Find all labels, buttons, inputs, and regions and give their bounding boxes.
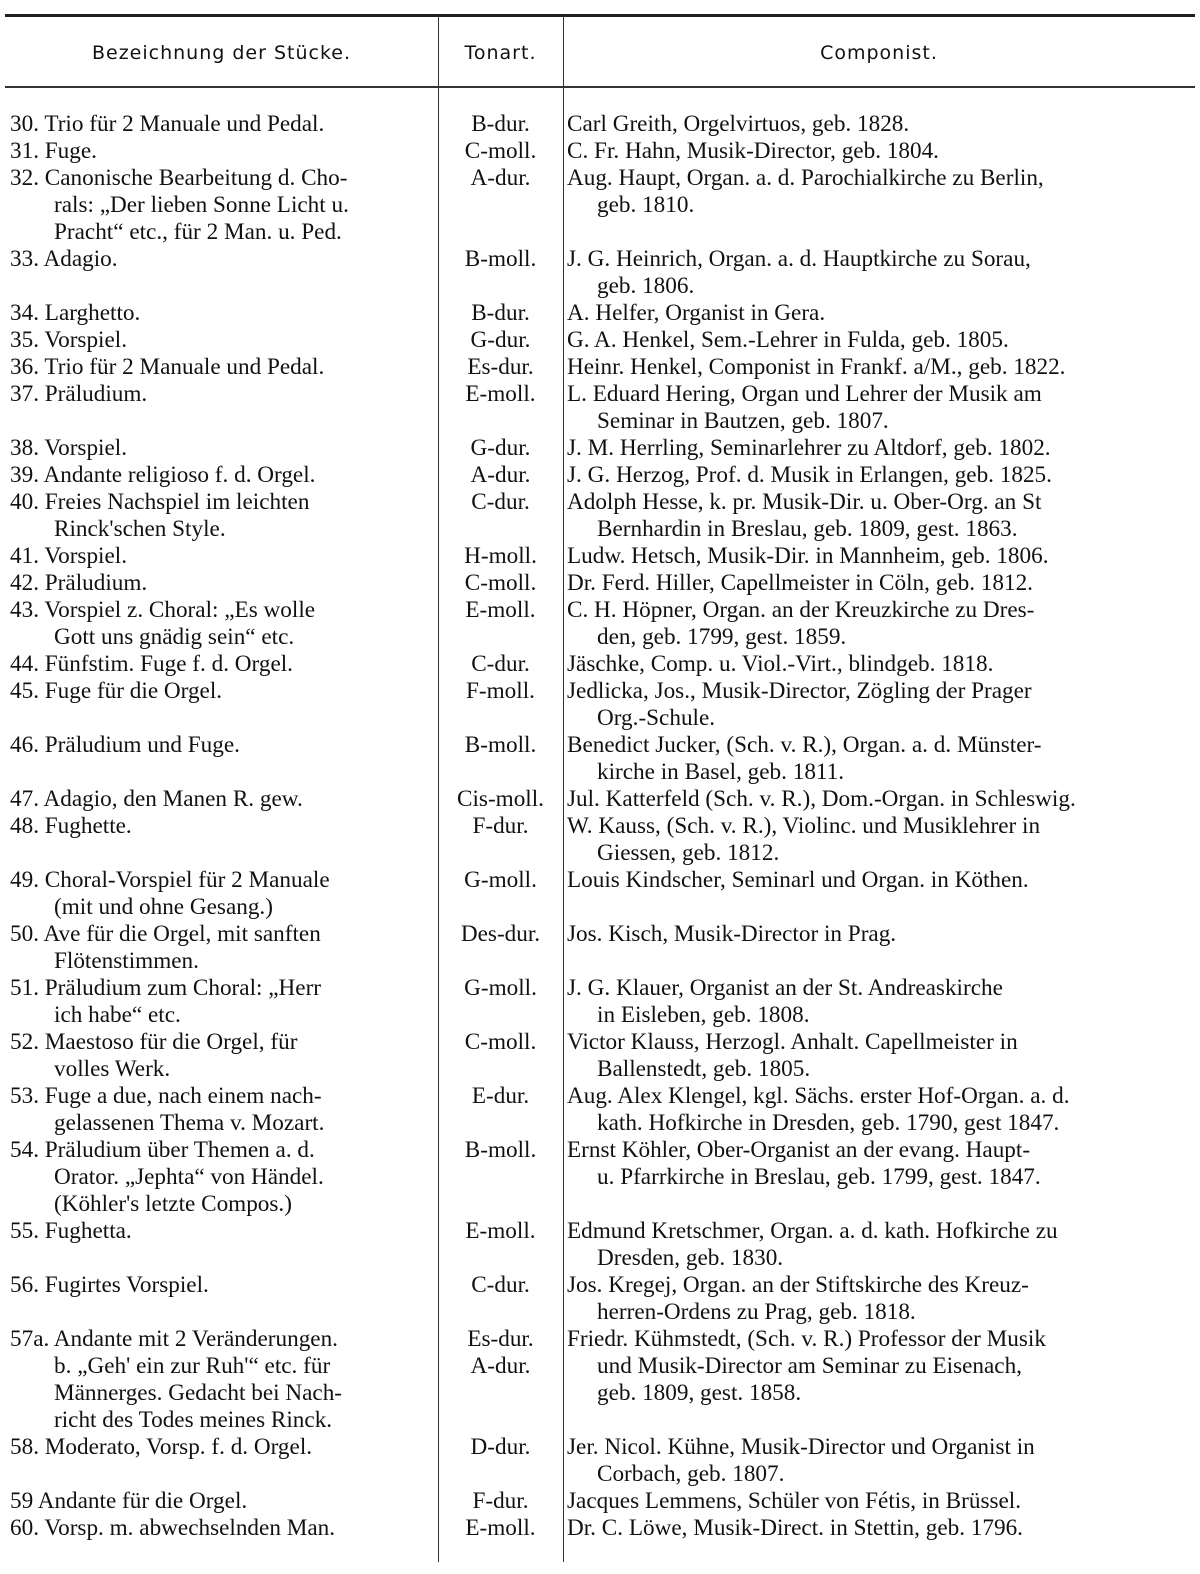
table-row (0, 489, 1200, 543)
composer-info (567, 1272, 1175, 1326)
piece-key (440, 651, 561, 678)
composer-info-line: Jacques Lemmens, Schüler von Fétis, in Brüssel. (567, 1488, 1022, 1514)
piece-title-line: Pracht“ etc., für 2 Man. u. Ped. (54, 219, 342, 245)
composer-info-line: den, geb. 1799, gest. 1859. (597, 624, 847, 650)
piece-key-line: G-dur. (470, 435, 531, 461)
composer-info (567, 1515, 1175, 1542)
piece-title (10, 300, 438, 327)
composer-info-line: Jedlicka, Jos., Musik-Director, Zögling der Prager (567, 678, 1032, 704)
piece-title (10, 1272, 438, 1299)
composer-info (567, 651, 1175, 678)
piece-key (440, 435, 561, 462)
piece-key (440, 1272, 561, 1299)
piece-title-line: 50. Ave für die Orgel, mit sanften (10, 921, 321, 947)
piece-key (440, 354, 561, 381)
composer-info-line: Adolph Hesse, k. pr. Musik-Dir. u. Ober-Org. an St (567, 489, 1042, 515)
piece-key (440, 570, 561, 597)
piece-title-line: 32. Canonische Bearbeitung d. Cho- (10, 165, 348, 191)
piece-key-line: E-moll. (465, 1515, 536, 1541)
piece-title (10, 435, 438, 462)
composer-info (567, 138, 1175, 165)
composer-info-line: J. G. Heinrich, Organ. a. d. Hauptkirche zu Sorau, (567, 246, 1031, 272)
piece-title (10, 597, 438, 651)
composer-info-line: Benedict Jucker, (Sch. v. R.), Organ. a. d. Münster- (567, 732, 1042, 758)
piece-key (440, 1029, 561, 1056)
table-row (0, 327, 1200, 354)
piece-title (10, 732, 438, 759)
composer-info (567, 165, 1175, 219)
piece-title-line: 58. Moderato, Vorsp. f. d. Orgel. (10, 1434, 313, 1460)
composer-info (567, 867, 1175, 894)
composer-info (567, 381, 1175, 435)
piece-title-line: Rinck'schen Style. (54, 516, 226, 542)
table-row (0, 678, 1200, 732)
header-composer-column: Componist. (820, 42, 938, 64)
piece-title-line: Orator. „Jephta“ von Händel. (54, 1164, 324, 1190)
piece-key (440, 543, 561, 570)
table-row (0, 975, 1200, 1029)
composer-info-line: kirche in Basel, geb. 1811. (597, 759, 845, 785)
top-rule (5, 14, 1195, 17)
piece-title (10, 1326, 438, 1434)
table-row (0, 813, 1200, 867)
composer-info-line: Giessen, geb. 1812. (597, 840, 780, 866)
composer-info-line: J. G. Herzog, Prof. d. Musik in Erlangen, geb. 1825. (567, 462, 1052, 488)
piece-title-line: 40. Freies Nachspiel im leichten (10, 489, 310, 515)
composer-info (567, 1083, 1175, 1137)
piece-key-line: H-moll. (464, 543, 537, 569)
piece-key (440, 1083, 561, 1110)
piece-key-line: C-dur. (471, 489, 530, 515)
composer-info-line: Dr. Ferd. Hiller, Capellmeister in Cöln, geb. 1812. (567, 570, 1033, 596)
composer-info-line: Victor Klauss, Herzogl. Anhalt. Capellmeister in (567, 1029, 1018, 1055)
piece-key-line: A-dur. (470, 165, 531, 191)
table-row (0, 786, 1200, 813)
table-row (0, 1083, 1200, 1137)
composer-info (567, 732, 1175, 786)
piece-title-line: 39. Andante religioso f. d. Orgel. (10, 462, 316, 488)
piece-key-line: F-dur. (472, 813, 529, 839)
piece-key (440, 489, 561, 516)
piece-title (10, 1137, 438, 1218)
piece-title (10, 165, 438, 246)
composer-info (567, 975, 1175, 1029)
piece-title-line: 43. Vorspiel z. Choral: „Es wolle (10, 597, 316, 623)
piece-key (440, 1488, 561, 1515)
piece-title (10, 246, 438, 273)
piece-key-line: D-dur. (470, 1434, 531, 1460)
piece-title-line: 42. Präludium. (10, 570, 148, 596)
piece-key-line: G-moll. (464, 867, 537, 893)
piece-key-line: F-moll. (466, 678, 535, 704)
piece-key-line: E-dur. (471, 1083, 530, 1109)
composer-info-line: Edmund Kretschmer, Organ. a. d. kath. Hofkirche zu (567, 1218, 1058, 1244)
piece-key (440, 246, 561, 273)
composer-info-line: J. M. Herrling, Seminarlehrer zu Altdorf, geb. 1802. (567, 435, 1051, 461)
piece-key-line: A-dur. (470, 462, 531, 488)
composer-info-line: G. A. Henkel, Sem.-Lehrer in Fulda, geb. 1805. (567, 327, 1009, 353)
table-row (0, 435, 1200, 462)
composer-info-line: Jos. Kisch, Musik-Director in Prag. (567, 921, 897, 947)
piece-title-line: gelassenen Thema v. Mozart. (54, 1110, 325, 1136)
piece-title-line: Gott uns gnädig sein“ etc. (54, 624, 295, 650)
piece-title-line: 51. Präludium zum Choral: „Herr (10, 975, 322, 1001)
piece-title-line: ich habe“ etc. (54, 1002, 181, 1028)
piece-key-line: E-moll. (465, 381, 536, 407)
piece-key-line: Cis-moll. (457, 786, 544, 812)
composer-info (567, 327, 1175, 354)
table-row (0, 1272, 1200, 1326)
composer-info-line: Corbach, geb. 1807. (597, 1461, 785, 1487)
piece-title (10, 489, 438, 543)
composer-info-line: Dr. C. Löwe, Musik-Direct. in Stettin, geb. 1796. (567, 1515, 1023, 1541)
piece-title-line: 45. Fuge für die Orgel. (10, 678, 223, 704)
composer-info-line: J. G. Klauer, Organist an der St. Andreaskirche (567, 975, 1003, 1001)
piece-key-line: C-moll. (464, 138, 537, 164)
composer-info-line: Jäschke, Comp. u. Viol.-Virt., blindgeb. 1818. (567, 651, 994, 677)
piece-title (10, 678, 438, 705)
piece-title-line: 31. Fuge. (10, 138, 97, 164)
piece-key-line: E-moll. (465, 597, 536, 623)
piece-title-line: 57a. Andante mit 2 Veränderungen. (10, 1326, 338, 1352)
composer-info (567, 462, 1175, 489)
piece-key-line: Es-dur. (467, 354, 534, 380)
piece-key (440, 1434, 561, 1461)
composer-info (567, 1029, 1175, 1083)
piece-title (10, 1434, 438, 1461)
piece-title-line: 44. Fünfstim. Fuge f. d. Orgel. (10, 651, 293, 677)
composer-info-line: W. Kauss, (Sch. v. R.), Violinc. und Musiklehrer in (567, 813, 1041, 839)
piece-title-line: 38. Vorspiel. (10, 435, 128, 461)
composer-info (567, 813, 1175, 867)
piece-title-line: 49. Choral-Vorspiel für 2 Manuale (10, 867, 330, 893)
composer-info (567, 1218, 1175, 1272)
composer-info-line: Bernhardin in Breslau, geb. 1809, gest. 1863. (597, 516, 1018, 542)
piece-key-line: B-dur. (471, 111, 530, 137)
table-row (0, 246, 1200, 300)
composer-info-line: Ernst Köhler, Ober-Organist an der evang. Haupt- (567, 1137, 1031, 1163)
table-row (0, 1326, 1200, 1434)
header-title-column: Bezeichnung der Stücke. (91, 42, 352, 64)
table-row (0, 1218, 1200, 1272)
composer-info-line: geb. 1806. (597, 273, 695, 299)
composer-info-line: und Musik-Director am Seminar zu Eisenach, (597, 1353, 1022, 1379)
piece-key (440, 867, 561, 894)
piece-title-line: 52. Maestoso für die Orgel, für (10, 1029, 298, 1055)
piece-key-line: B-dur. (471, 300, 530, 326)
piece-key (440, 678, 561, 705)
piece-key-line: G-dur. (470, 327, 531, 353)
piece-title-line: 35. Vorspiel. (10, 327, 128, 353)
piece-title (10, 1083, 438, 1137)
piece-key-line: C-dur. (471, 1272, 530, 1298)
piece-title (10, 354, 438, 381)
composer-info-line: Louis Kindscher, Seminarl und Organ. in Köthen. (567, 867, 1029, 893)
piece-key (440, 138, 561, 165)
piece-key (440, 732, 561, 759)
piece-key (440, 300, 561, 327)
piece-key-line: B-moll. (464, 1137, 537, 1163)
piece-key (440, 597, 561, 624)
table-row (0, 543, 1200, 570)
composer-info-line: geb. 1809, gest. 1858. (597, 1380, 802, 1406)
composer-info-line: Jos. Kregej, Organ. an der Stiftskirche des Kreuz- (567, 1272, 1029, 1298)
piece-title-line: 33. Adagio. (10, 246, 118, 272)
piece-title-line: Männerges. Gedacht bei Nach- (54, 1380, 343, 1406)
piece-title (10, 1515, 438, 1542)
composer-info-line: Ballenstedt, geb. 1805. (597, 1056, 811, 1082)
piece-key (440, 462, 561, 489)
piece-title-line: 48. Fughette. (10, 813, 132, 839)
table-row (0, 732, 1200, 786)
composer-info-line: kath. Hofkirche in Dresden, geb. 1790, gest 1847. (597, 1110, 1060, 1136)
piece-title-line: 59 Andante für die Orgel. (10, 1488, 248, 1514)
composer-info-line: Jer. Nicol. Kühne, Musik-Director und Organist in (567, 1434, 1035, 1460)
piece-key-line: C-dur. (471, 651, 530, 677)
composer-info-line: A. Helfer, Organist in Gera. (567, 300, 826, 326)
piece-key-line: Es-dur. (467, 1326, 534, 1352)
piece-title (10, 651, 438, 678)
table-row (0, 462, 1200, 489)
piece-key (440, 813, 561, 840)
composer-info (567, 786, 1175, 813)
composer-info (567, 300, 1175, 327)
composer-info (567, 1488, 1175, 1515)
composer-info-line: L. Eduard Hering, Organ und Lehrer der Musik am (567, 381, 1042, 407)
piece-key-line: B-moll. (464, 246, 537, 272)
composer-info (567, 1137, 1175, 1191)
piece-title-line: 60. Vorsp. m. abwechselnden Man. (10, 1515, 336, 1541)
composer-info-line: Carl Greith, Orgelvirtuos, geb. 1828. (567, 111, 910, 137)
piece-key-line: F-dur. (472, 1488, 529, 1514)
piece-key-line: G-moll. (464, 975, 537, 1001)
piece-title-line: 34. Larghetto. (10, 300, 141, 326)
piece-key-line: C-moll. (464, 1029, 537, 1055)
piece-title (10, 462, 438, 489)
table-row (0, 651, 1200, 678)
composer-info-line: Heinr. Henkel, Componist in Frankf. a/M., geb. 1822. (567, 354, 1066, 380)
piece-title-line: rals: „Der lieben Sonne Licht u. (54, 192, 349, 218)
composer-info-line: geb. 1810. (597, 192, 695, 218)
table-row (0, 1515, 1200, 1542)
piece-title-line: 37. Präludium. (10, 381, 148, 407)
piece-key (440, 975, 561, 1002)
composer-info (567, 489, 1175, 543)
piece-title-line: volles Werk. (54, 1056, 171, 1082)
composer-info (567, 246, 1175, 300)
composer-info-line: Dresden, geb. 1830. (597, 1245, 784, 1271)
piece-title-line: 41. Vorspiel. (10, 543, 128, 569)
composer-info-line: Aug. Haupt, Organ. a. d. Parochialkirche zu Berlin, (567, 165, 1044, 191)
table-row (0, 381, 1200, 435)
piece-title (10, 138, 438, 165)
composer-info (567, 921, 1175, 948)
piece-title-line: 55. Fughetta. (10, 1218, 132, 1244)
composer-info-line: Friedr. Kühmstedt, (Sch. v. R.) Professor der Musik (567, 1326, 1046, 1352)
table-row (0, 867, 1200, 921)
piece-title-line: 53. Fuge a due, nach einem nach- (10, 1083, 322, 1109)
piece-title (10, 1488, 438, 1515)
piece-key (440, 381, 561, 408)
piece-title-line: 36. Trio für 2 Manuale und Pedal. (10, 354, 325, 380)
composer-info-line: Jul. Katterfeld (Sch. v. R.), Dom.-Organ. in Schleswig. (567, 786, 1076, 812)
table-row (0, 111, 1200, 138)
piece-key (440, 111, 561, 138)
piece-title (10, 327, 438, 354)
table-row (0, 1488, 1200, 1515)
table-row (0, 1029, 1200, 1083)
piece-title (10, 813, 438, 840)
piece-key (440, 1515, 561, 1542)
table-row (0, 165, 1200, 246)
piece-title (10, 1218, 438, 1245)
composer-info-line: Aug. Alex Klengel, kgl. Sächs. erster Hof-Organ. a. d. (567, 1083, 1070, 1109)
composer-info-line: in Eisleben, geb. 1808. (597, 1002, 810, 1028)
piece-key (440, 1326, 561, 1380)
piece-title-line: richt des Todes meines Rinck. (54, 1407, 333, 1433)
composer-info (567, 1434, 1175, 1488)
composer-info (567, 678, 1175, 732)
piece-key-line: Des-dur. (460, 921, 541, 947)
composer-info (567, 1326, 1175, 1407)
piece-title (10, 786, 438, 813)
piece-key-line: A-dur. (470, 1353, 531, 1379)
header-rule (5, 86, 1195, 88)
piece-title (10, 381, 438, 408)
composer-info-line: Org.-Schule. (597, 705, 716, 731)
composer-info-line: C. H. Höpner, Organ. an der Kreuzkirche zu Dres- (567, 597, 1035, 623)
piece-key-line: C-moll. (464, 570, 537, 596)
piece-title (10, 867, 438, 921)
composer-info (567, 111, 1175, 138)
piece-title-line: 54. Präludium über Themen a. d. (10, 1137, 315, 1163)
piece-title-line: 46. Präludium und Fuge. (10, 732, 240, 758)
piece-title (10, 570, 438, 597)
table-row (0, 1137, 1200, 1218)
piece-title (10, 921, 438, 975)
piece-title (10, 975, 438, 1029)
piece-key (440, 921, 561, 948)
piece-key (440, 1218, 561, 1245)
piece-key (440, 1137, 561, 1164)
composer-info (567, 543, 1175, 570)
piece-title-line: (mit und ohne Gesang.) (54, 894, 273, 920)
entries-table (0, 111, 1200, 1542)
piece-key-line: E-moll. (465, 1218, 536, 1244)
table-row (0, 138, 1200, 165)
piece-key (440, 786, 561, 813)
piece-key (440, 327, 561, 354)
composer-info-line: Ludw. Hetsch, Musik-Dir. in Mannheim, geb. 1806. (567, 543, 1049, 569)
header-key-column: Tonart. (464, 42, 537, 64)
piece-title-line: 47. Adagio, den Manen R. gew. (10, 786, 303, 812)
piece-title (10, 1029, 438, 1083)
table-row (0, 597, 1200, 651)
composer-info (567, 435, 1175, 462)
table-row (0, 1434, 1200, 1488)
composer-info (567, 597, 1175, 651)
composer-info-line: u. Pfarrkirche in Breslau, geb. 1799, gest. 1847. (597, 1164, 1041, 1190)
piece-key (440, 165, 561, 192)
piece-title-line: Flötenstimmen. (54, 948, 199, 974)
composer-info (567, 570, 1175, 597)
piece-title-line: (Köhler's letzte Compos.) (54, 1191, 292, 1217)
table-row (0, 300, 1200, 327)
piece-title (10, 543, 438, 570)
piece-title-line: 56. Fugirtes Vorspiel. (10, 1272, 209, 1298)
piece-title (10, 111, 438, 138)
composer-info-line: herren-Ordens zu Prag, geb. 1818. (597, 1299, 916, 1325)
piece-title-line: 30. Trio für 2 Manuale und Pedal. (10, 111, 325, 137)
table-row (0, 570, 1200, 597)
table-row (0, 354, 1200, 381)
composer-info-line: Seminar in Bautzen, geb. 1807. (597, 408, 889, 434)
piece-title-line: b. „Geh' ein zur Ruh'“ etc. für (54, 1353, 331, 1379)
piece-key-line: B-moll. (464, 732, 537, 758)
table-row (0, 921, 1200, 975)
composer-info-line: C. Fr. Hahn, Musik-Director, geb. 1804. (567, 138, 939, 164)
composer-info (567, 354, 1175, 381)
